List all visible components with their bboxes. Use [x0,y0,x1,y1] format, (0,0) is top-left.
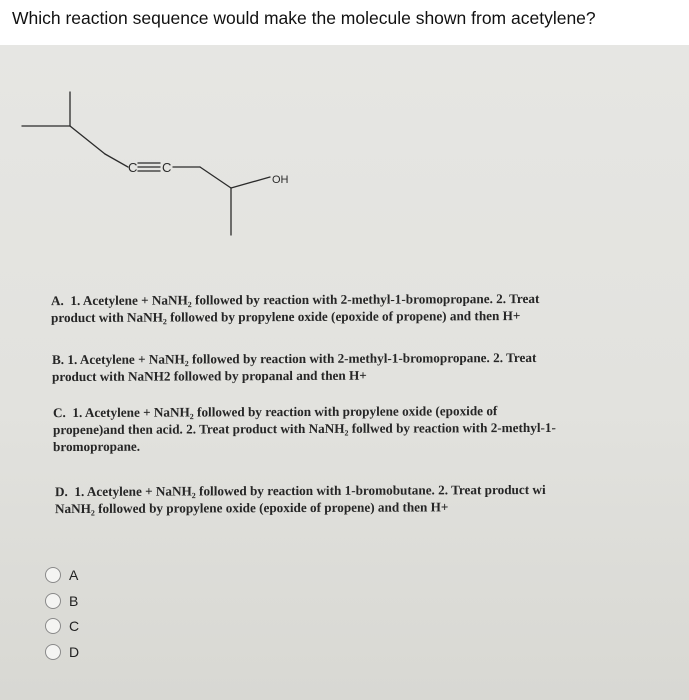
option-d-text [55,481,546,517]
option-c-letter: C. [53,405,66,421]
chain-bond-2 [105,154,128,167]
option-a-text [51,290,539,326]
chain-bond-5 [231,177,270,188]
answer-option-a[interactable] [45,565,78,585]
option-b-letter: B. [52,352,65,368]
option-d-letter: D. [55,484,68,500]
radio-button-d[interactable] [45,644,61,660]
hydroxyl-label: OH [272,174,289,186]
answer-option-b[interactable] [45,591,78,611]
option-c-line-3: bromopropane. [53,438,141,455]
molecule-structure [0,45,689,275]
option-b-text [52,349,536,385]
option-c-line-2: propene)and then acid. 2. Treat product with NaNH₂ follwed by reaction with 2-methyl-1- [53,419,556,438]
chain-bond-1 [70,126,105,154]
option-a-line-1: A. 1. Acetylene + NaNH₂ followed by reaction with 2-methyl-1-bromopropane. 2. Treat [51,290,540,309]
question-photo [0,45,689,700]
answer-option-c[interactable] [45,616,79,636]
option-c-text [53,402,556,455]
radio-button-a[interactable] [45,567,61,583]
question-text: Which reaction sequence would make the molecule shown from acetylene? [12,8,596,28]
alkyne-carbon-left: C [128,160,138,175]
option-a-letter: A. [51,293,64,309]
answer-label-d: D [69,644,80,660]
option-d-line-1: D. 1. Acetylene + NaNH₂ followed by reaction with 1-bromobutane. 2. Treat product wi [55,481,546,500]
option-b-line-2: product with NaNH2 followed by propanal and then H+ [52,367,367,385]
radio-button-c[interactable] [45,618,61,634]
option-a-line-2: product with NaNH₂ followed by propylene oxide (epoxide of propene) and then H+ [51,308,521,326]
radio-button-b[interactable] [45,593,61,609]
option-c-line-1: C. 1. Acetylene + NaNH₂ followed by reaction with propylene oxide (epoxide of [53,403,498,421]
answer-label-c: C [69,618,80,634]
answer-label-b: B [69,593,79,609]
alkyne-carbon-right: C [162,160,172,175]
answer-option-d[interactable] [45,642,79,662]
option-d-line-2: NaNH₂ followed by propylene oxide (epoxide of propene) and then H+ [55,499,449,517]
answer-label-a: A [69,567,79,583]
chain-bond-4 [200,167,231,188]
option-b-line-1: B. 1. Acetylene + NaNH₂ followed by reaction with 2-methyl-1-bromopropane. 2. Treat [52,349,537,368]
